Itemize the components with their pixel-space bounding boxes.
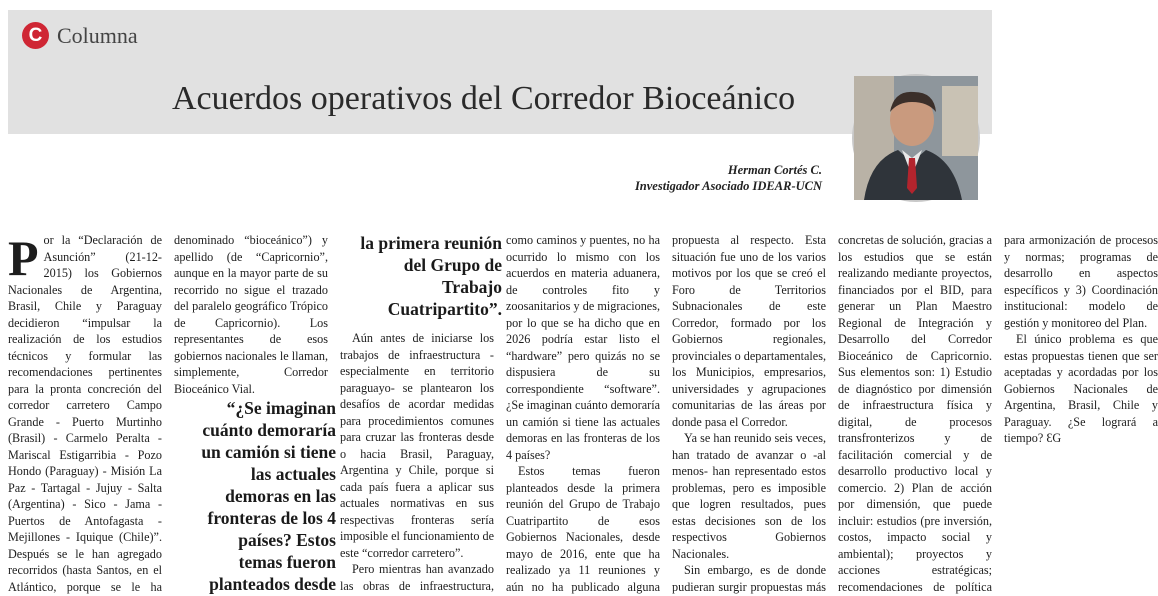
author-photo [852, 74, 980, 202]
paragraph-2: Aún antes de iniciarse los trabajos de infraestructura -especialmente en territorio paraguayo- se plantearon los desafíos de acordar medidas para procedimientos comunes para cruzar las fronteras desde o hacia Brasil, Paraguay, Argentina y Chile, porque si cada país fuera a aplicar sus actuales normativas en sus respectivas fronteras sería imposible el funcionamiento de este “corredor carretero”. [340, 331, 494, 560]
paragraph-3: Pero mientras han avanzado las obras de infraestructura, como caminos y puentes, no ha ocurrido lo mismo con los acuerdos en materia aduanera, de controles fito y zoosanitarios y de migraciones, por lo que se ha dicho que en 2026 podría estar listo el “hardware” pero quizás no se dispusiera de su correspondiente “software”. ¿Se imaginan cuánto demoraría un camión si tiene las actuales demoras en las fronteras de los 4 países? [340, 233, 660, 593]
byline [635, 162, 822, 194]
author-portrait-icon [854, 76, 978, 200]
article-body [8, 230, 1158, 596]
article-title: Acuerdos operativos del Corredor Bioceánico [172, 80, 796, 117]
paragraph-1: Por la “Declaración de Asunción” (21-12-2015) los Gobiernos Nacionales de Argentina, Brasil, Chile y Paraguay decidieron “impulsar la realización de los estudios técnicos y formular las recomendaciones pertinentes para la pronta concreción del corredor carretero Campo Grande - Puerto Murtinho (Brasil) - Carmelo Peralta - Mariscal Estigarribia - Pozo Hondo (Paraguay) - Misión La Paz - Tartagal - Jujuy - Salta (Argentina) - Sico - Jama - Puertos de Antofagasta - Mejillones - Iquique (Chile)”. Después se le han agregado recorridos (hasta Santos, en el Atlántico, porque se le ha denominado “bioceánico”) y apellido (de “Capricornio”, aunque en la mayor parte de su recorrido no sigue el trazado del paralelo geográfico Trópico de Capricornio). Los representantes de esos gobiernos nacionales le llaman, simplemente, Corredor Bioceánico Vial. [8, 230, 328, 594]
paragraph-5: Ya se han reunido seis veces, han tratado de avanzar o -al menos- han representado estos problemas, pero es imposible que logren resultados, pues estas decisiones son de los respectivos Gobiernos Nacionales. [672, 431, 826, 561]
paragraph-4: Estos temas fueron planteados desde la primera reunión del Grupo de Trabajo Cuatripartito de esos Gobiernos Nacionales, desde mayo de 2016, ente que ha realizado ya 11 reuniones y aún no ha publicado alguna propuesta al respecto. Esta situación fue uno de los varios motivos por los que se creó el Foro de Territorios Subnacionales de este Corredor, formado por los Gobiernos regionales, provinciales o departamentales, los Municipios, empresarios, universidades y agrupaciones comunitarias de las áreas por donde pasa el Corredor. [506, 233, 826, 594]
paragraph-7: El único problema es que estas propuestas tienen que ser aceptadas y acordadas por los Gobiernos Nacionales de Argentina, Brasil, Chile y Paraguay. ¿Se logrará a tiempo? ƐG [1004, 332, 1158, 445]
drop-cap: P [8, 230, 39, 286]
end-mark: ƐG [1046, 431, 1062, 445]
paragraph-6: Sin embargo, es de donde pudieran surgir propuestas más concretas de solución, gracias a los estudios que se están realizando mediante proyectos, financiados por el BID, para generar un Plan Maestro Regional de Integración y Desarrollo del Corredor Bioceánico de Capricornio. Sus elementos son: 1) Estudio de diagnóstico por dimensión de infraestructura física y digital, de procesos transfronterizos y de facilitación comercial y de desarrollo productivo local y comercio. 2) Plan de acción por dimensión, que puede incluir: estudios (pre inversión, costos, impacto social y ambiental); proyectos y acciones estratégicas; recomendaciones de política para armonización de procesos y normas; programas de desarrollo en aspectos específicos y 3) Coordinación institucional: modelo de gestión y monitoreo del Plan. [672, 233, 1158, 594]
section-tag [22, 22, 138, 49]
section-badge-icon: C [22, 22, 49, 49]
author-name: Herman Cortés C. [727, 163, 822, 177]
pull-quote: “¿Se imaginan cuánto demoraría un camión si tiene las actuales demoras en las fronteras de los 4 países? Estos temas fueron planteados desde la primera reunión del Grupo de Trabajo Cuatripartito”. [201, 233, 502, 594]
author-role: Investigador Asociado IDEAR-UCN [634, 179, 822, 193]
section-label: Columna [57, 22, 138, 48]
